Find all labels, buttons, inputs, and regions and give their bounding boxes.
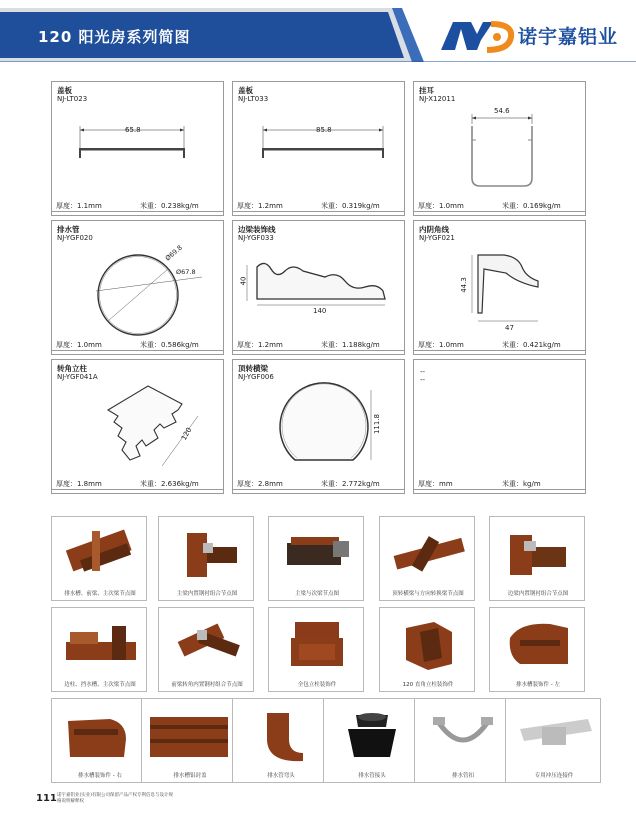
dimension-label: 65.8 bbox=[125, 126, 141, 134]
tile-caption: 排水槽装饰件 - 左 bbox=[516, 682, 560, 688]
profile-name: 顶转横梁 bbox=[238, 364, 268, 373]
weight-value: 0.319kg/m bbox=[342, 202, 380, 210]
weight-label: 米重： bbox=[502, 341, 523, 349]
assembly-photo-icon bbox=[490, 517, 586, 589]
weight-value: 2.636kg/m bbox=[161, 480, 199, 488]
part-photo-icon bbox=[324, 699, 420, 771]
assembly-photo-icon bbox=[159, 608, 255, 680]
accessory-tile bbox=[505, 698, 601, 783]
weight-label: 米重： bbox=[321, 480, 342, 488]
thickness-label: 厚度： bbox=[237, 341, 258, 349]
assembly-photo-icon bbox=[269, 517, 365, 589]
weight-value: kg/m bbox=[523, 480, 541, 488]
tile-caption: 顶转横梁与方向转换梁节点图 bbox=[392, 591, 464, 597]
accessory-tile bbox=[51, 698, 147, 783]
page-title: 120 阳光房系列简图 bbox=[38, 28, 191, 46]
weight-label: 米重： bbox=[140, 202, 161, 210]
thickness-label: 厚度： bbox=[56, 202, 77, 210]
tile-caption: 全包立柱装饰件 bbox=[297, 682, 337, 688]
profile-card-ygf006 bbox=[232, 359, 405, 494]
profile-spec-empty bbox=[413, 477, 586, 490]
part-photo-icon bbox=[490, 608, 586, 680]
part-photo-icon bbox=[52, 699, 148, 771]
tile-caption: 主梁与次梁节点图 bbox=[294, 591, 339, 597]
profile-card-lt023 bbox=[51, 81, 224, 216]
tile-caption: 主梁内置钢衬组合节点图 bbox=[176, 591, 238, 597]
profile-name: 转角立柱 bbox=[57, 364, 87, 373]
accessory-tile bbox=[489, 516, 585, 601]
profile-spec-ygf041a bbox=[51, 477, 224, 490]
thickness-value: 1.0mm bbox=[439, 341, 464, 349]
profile-code: NJ-YGF041A bbox=[57, 373, 98, 381]
accessory-tile bbox=[158, 516, 254, 601]
weight-label: 米重： bbox=[502, 202, 523, 210]
accessory-tile bbox=[158, 607, 254, 692]
part-photo-icon bbox=[506, 699, 602, 771]
profile-code: NJ-YGF020 bbox=[57, 234, 93, 242]
profile-name: -- bbox=[420, 368, 426, 376]
profile-code: NJ-LT023 bbox=[57, 95, 88, 103]
profile-card-lt033 bbox=[232, 81, 405, 216]
tile-caption: 前梁转角内置钢衬组合节点图 bbox=[171, 682, 243, 688]
profile-card-empty bbox=[413, 359, 586, 494]
accessory-tile bbox=[414, 698, 510, 783]
accessory-tile bbox=[232, 698, 328, 783]
tile-caption: 边柱、挡水槽、主次梁节点图 bbox=[64, 682, 136, 688]
profile-card-ygf033 bbox=[232, 220, 405, 355]
dimension-label: 47 bbox=[505, 324, 514, 332]
profile-spec-ygf006 bbox=[232, 477, 405, 490]
thickness-value: 1.1mm bbox=[77, 202, 102, 210]
dimension-label: Ø69.8 bbox=[163, 243, 184, 263]
thickness-value: 1.0mm bbox=[439, 202, 464, 210]
profile-name: 内阴角线 bbox=[419, 225, 449, 234]
accessory-tile bbox=[379, 516, 475, 601]
weight-value: 0.238kg/m bbox=[161, 202, 199, 210]
accessory-tile bbox=[141, 698, 237, 783]
part-photo-icon bbox=[269, 608, 365, 680]
assembly-photo-icon bbox=[52, 517, 148, 589]
dimension-label: 44.3 bbox=[459, 277, 468, 293]
profile-code: NJ-YGF021 bbox=[419, 234, 455, 242]
profile-name: 挂耳 bbox=[419, 86, 434, 95]
profile-name: 盖板 bbox=[238, 86, 253, 95]
part-photo-icon bbox=[142, 699, 238, 771]
dimension-label: 54.6 bbox=[494, 107, 510, 115]
thickness-label: 厚度： bbox=[237, 480, 258, 488]
brand-logo-icon bbox=[437, 18, 517, 54]
tile-caption: 排水管弯头 bbox=[267, 773, 295, 779]
profile-spec-ygf033 bbox=[232, 338, 405, 351]
weight-value: 1.188kg/m bbox=[342, 341, 380, 349]
accessory-tile bbox=[268, 607, 364, 692]
dimension-label: 120 bbox=[179, 426, 194, 442]
dimension-label: 40 bbox=[239, 276, 248, 286]
accessory-tile bbox=[268, 516, 364, 601]
thickness-label: 厚度： bbox=[56, 341, 77, 349]
weight-label: 米重： bbox=[321, 341, 342, 349]
page-header bbox=[0, 0, 636, 62]
thickness-value: 1.2mm bbox=[258, 202, 283, 210]
part-photo-icon bbox=[380, 608, 476, 680]
assembly-photo-icon bbox=[52, 608, 148, 680]
profile-spec-x12011 bbox=[413, 199, 586, 212]
weight-label: 米重： bbox=[140, 480, 161, 488]
thickness-value: 2.8mm bbox=[258, 480, 283, 488]
dimension-label: 85.8 bbox=[316, 126, 332, 134]
profile-code: NJ-LT033 bbox=[238, 95, 269, 103]
weight-label: 米重： bbox=[502, 480, 523, 488]
profile-name: 排水管 bbox=[57, 225, 80, 234]
thickness-value: 1.8mm bbox=[77, 480, 102, 488]
tile-caption: 排水管接头 bbox=[358, 773, 386, 779]
part-photo-icon bbox=[233, 699, 329, 771]
profile-card-ygf021 bbox=[413, 220, 586, 355]
tile-caption: 排水槽、前梁、主次梁节点图 bbox=[64, 591, 136, 597]
page-number: 111 bbox=[36, 793, 57, 804]
footer-note: 诺宇嘉铝业(实业)有限公司保留产品产权专利信息与设计规格说明解释权 bbox=[57, 793, 174, 804]
profile-spec-ygf021 bbox=[413, 338, 586, 351]
thickness-label: 厚度： bbox=[237, 202, 258, 210]
thickness-label: 厚度： bbox=[56, 480, 77, 488]
profile-code: NJ-YGF033 bbox=[238, 234, 274, 242]
profile-name: 盖板 bbox=[57, 86, 72, 95]
profile-card-ygf020 bbox=[51, 220, 224, 355]
accessory-tile bbox=[489, 607, 585, 692]
weight-value: 0.586kg/m bbox=[161, 341, 199, 349]
part-photo-icon bbox=[415, 699, 511, 771]
tile-caption: 专用冲压连接件 bbox=[534, 773, 574, 779]
tile-caption: 排水管扣 bbox=[451, 773, 474, 779]
weight-value: 0.169kg/m bbox=[523, 202, 561, 210]
thickness-label: 厚度： bbox=[418, 341, 439, 349]
thickness-value: mm bbox=[439, 480, 453, 488]
thickness-value: 1.0mm bbox=[77, 341, 102, 349]
brand-name: 诺宇嘉铝业 bbox=[518, 26, 619, 48]
dimension-label: 140 bbox=[313, 307, 327, 315]
dimension-label: 111.8 bbox=[373, 413, 382, 435]
tile-caption: 排水槽铝封盖 bbox=[173, 773, 207, 779]
profile-code: -- bbox=[420, 376, 426, 384]
weight-value: 2.772kg/m bbox=[342, 480, 380, 488]
tile-caption: 排水槽装饰件 - 右 bbox=[78, 773, 122, 779]
profile-code: NJ-YGF006 bbox=[238, 373, 274, 381]
profile-spec-ygf020 bbox=[51, 338, 224, 351]
profile-card-x12011 bbox=[413, 81, 586, 216]
accessory-tile bbox=[323, 698, 419, 783]
tile-caption: 边梁内置钢衬组合节点图 bbox=[507, 591, 569, 597]
thickness-label: 厚度： bbox=[418, 480, 439, 488]
weight-label: 米重： bbox=[321, 202, 342, 210]
accessory-tile bbox=[51, 607, 147, 692]
thickness-label: 厚度： bbox=[418, 202, 439, 210]
weight-value: 0.421kg/m bbox=[523, 341, 561, 349]
profile-placeholder bbox=[420, 368, 425, 384]
assembly-photo-icon bbox=[159, 517, 255, 589]
profile-spec-lt023 bbox=[51, 199, 224, 212]
profile-spec-lt033 bbox=[232, 199, 405, 212]
dimension-label: Ø67.8 bbox=[176, 268, 196, 276]
accessory-tile bbox=[379, 607, 475, 692]
profile-name: 边梁装饰线 bbox=[238, 225, 276, 234]
profile-card-ygf041a bbox=[51, 359, 224, 494]
tile-caption: 120 直角立柱装饰件 bbox=[402, 682, 454, 688]
thickness-value: 1.2mm bbox=[258, 341, 283, 349]
assembly-photo-icon bbox=[380, 517, 476, 589]
accessory-tile bbox=[51, 516, 147, 601]
weight-label: 米重： bbox=[140, 341, 161, 349]
profile-code: NJ-X12011 bbox=[419, 95, 456, 103]
